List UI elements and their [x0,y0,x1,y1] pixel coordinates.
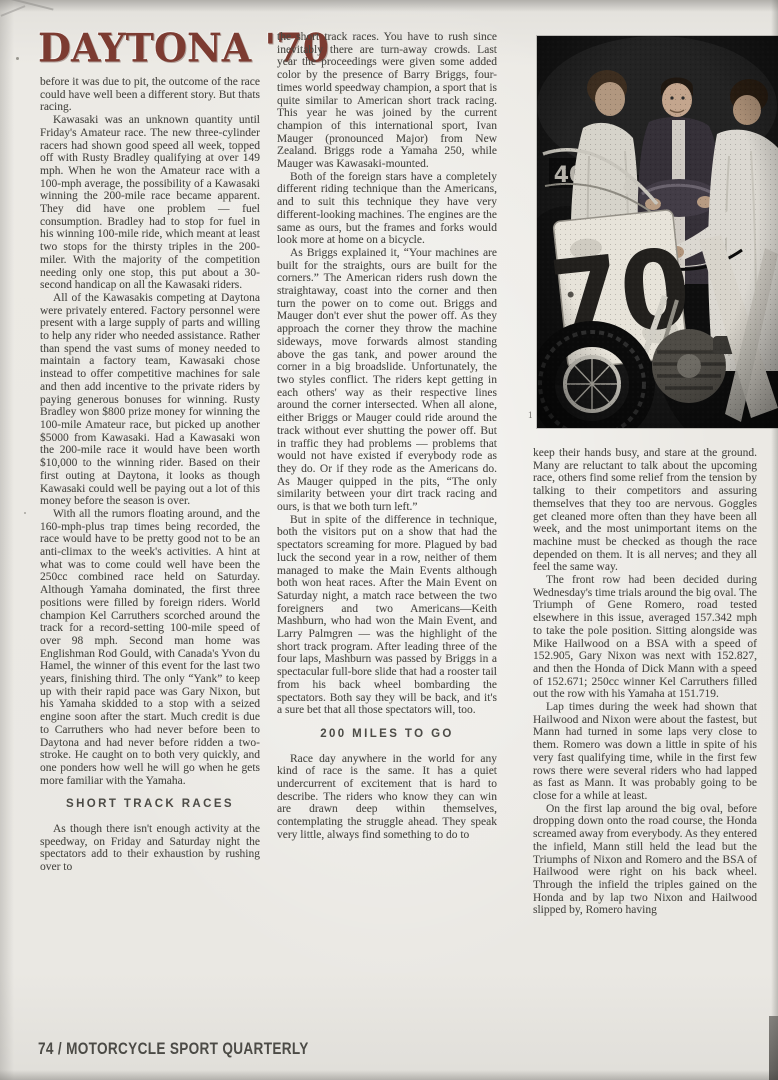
scan-edge-corner [769,1016,778,1080]
text-column-3 [533,447,757,1059]
paragraph: Kawasaki was an unknown quantity until Friday's Amateur race. The new three-cylinder racers had shown good speed all week, topped off with Rusty Bradley qualifying at over 149 mph. When he won the Amateur race with a 100-mph average, the possibility of a Kawasaki winning the 200-mile race became apparent. They did have one problem — fuel consumption. Bradley had to stop for fuel in his winning 100-mile ride, which meant at least two stops for the thirsty triples in the 200-miler. With the majority of the competition needing only one stop, this put about a 30-second handicap on all the Kawasaki riders. [40,114,260,292]
subhead-short-track-races: SHORT TRACK RACES [66,798,234,811]
page-footer: 74 / MOTORCYCLE SPORT QUARTERLY [38,1039,309,1058]
scan-speck [24,512,26,514]
scan-edge-left [0,0,14,1080]
text-column-2 [277,31,497,1053]
subhead-200-miles-to-go: 200 MILES TO GO [320,727,454,740]
text-column-1 [40,76,260,1036]
paragraph: keep their hands busy, and stare at the ground. Many are reluctant to talk about the upcoming race, others find some relief from the tension by talking to their competitors and assuring themselves that they too are nervous. Goggles get cleaned more often than they have been all week, and the most unimportant items on the machine must be checked as though the race depended on them. It is all nerves; and they all feel the same way. [533,447,757,574]
paragraph: Both of the foreign stars have a completely different riding technique than the Americans, and to suit this technique they have very different-looking machines. The engines are the same as ours, but the frames and forks would look more at home on a bicycle. [277,170,497,247]
paragraph: the short track races. You have to rush since inevitably there are turn-away crowds. Last year the proceedings were given some added color by the presence of Barry Briggs, four-times world speedway champion, a sport that is quite similar to American short track racing. This year he was joined by the current champion of this international sport, Ivan Mauger (pronounced Major) from New Zealand. Briggs rode a Yamaha 250, while Mauger was Kawasaki-mounted. [277,31,497,171]
paragraph: The front row had been decided during Wednesday's time trials around the big oval. The Triumph of Gene Romero, road tested elsewhere in this issue, averaged 157.342 mph to take the pole position. Sitting alongside was Mike Hailwood on a BSA with a speed of 152.905, Gary Nixon was next with 152.827, and then the Honda of Dick Mann with a speed of 152.671; 250cc winner Kel Carruthers filled out the row with his Yamaha at 151.719. [533,574,757,701]
paragraph: With all the rumors floating around, and the 160-mph-plus trap times being recorded, the race would have to be pretty good not to be an anti-climax to the week's activities. A hint at what was to come could well have been the 250cc combined race held on Saturday. Although Yamaha dominated, the first three positions were filled by foreign riders. World champion Kel Carruthers scorched around the track for a record-setting 100-mile speed of over 98 mph. Second man home was Englishman Rod Gould, with Canada's Yvon du Hamel, the winner of this event for the last two years, finishing third. The only “Yank” to keep up with their rapid pace was Gary Nixon, but his Yamaha skidded to a stop with a seized engine soon after the start. Much credit is due to Carruthers who had never before been to Daytona and had never before ridden a two-stroke. He caught on to both very quickly, and one ponders how well he will go when he gets more familiar with the Yamaha. [40,507,260,787]
paragraph: Race day anywhere in the world for any kind of race is the same. It has a quiet undercurrent of excitement that is hard to describe. The riders who know they can win are drawn deep within themselves, contemplating the struggle ahead. They speak very little, always find something to do to [277,752,497,841]
paragraph: On the first lap around the big oval, before dropping down onto the road course, the Honda screamed away from everybody. As they entered the infield, Mann still held the lead but the Triumphs of Nixon and Romero and the BSA of Hailwood were right on his back wheel. Through the infield the triples gained on the Honda and by lap two Nixon and Hailwood slipped by, Romero having [533,802,757,917]
paragraph: But in spite of the difference in technique, both the visitors put on a show that had the spectators screaming for more. Plagued by bad luck the second year in a row, neither of them managed to make the Main Events although both won heat races. After the Main Event on Saturday night, a match race between the two foreigners and two Americans—Keith Mashburn, who had won the Main Event, and Larry Palmgren — was the highlight of the short track program. After leading three of the four laps, Mashburn was passed by Briggs in a spectacular full-bore slide that had a rooster tail from his back wheel bombarding the spectators. Both say they will be back, and it's a sure bet that all those spectators will, too. [277,513,497,717]
race-photo [537,36,778,428]
page-title: DAYTONA '70 [38,23,330,71]
scan-edge-bottom [0,1070,778,1080]
paragraph: As though there isn't enough activity at the speedway, on Friday and Saturday night the spectators add to their exhaustion by rushing over to [40,823,260,874]
scan-edge-top [0,0,778,12]
paragraph: As Briggs explained it, “Your machines are built for the straights, ours are built for the corners.” The American riders rush down the straightaway, coast into the corner and then turn the power on to come out. Briggs and Mauger don't ever shut the power off. As they approach the corner they throw the machine sideways, move forwards almost standing above the gas tank, and power around the corner in a big broadslide. Unfortunately, the two styles conflict. The riders kept getting in each others' way as their respective lines around the corner intersected. When all alone, either Briggs or Mauger could ride around the track without ever shutting the power off. But in traffic they had problems — problems that would not have existed if everybody rode as they do. Or if they rode as the Americans do. As Mauger quipped in the pits, “The only similarity between your dirt track racing and ours, is that we both turn left.” [277,246,497,514]
scan-speck [16,57,19,60]
paragraph: before it was due to pit, the outcome of the race could have well been a different story. But thats racing. [40,76,260,114]
photo-reference-mark: 1 [528,410,533,420]
paragraph: Lap times during the week had shown that Hailwood and Nixon were about the fastest, but Mann had turned in some laps very close to them. Romero was down a little in spite of his very fast qualifying time, while in the first few rows there were several riders who had lapped as fast as Mann. It was probably going to be close for a while at least. [533,701,757,802]
paragraph: All of the Kawasakis competing at Daytona were privately entered. Factory personnel were present with a large supply of parts and willing to help any rider who needed assistance. Rather than spend the vast sums of money needed to maintain a factory team, Kawasaki chose instead to offer competitive machines for sale and then add incentive to the private riders by paying generous bonuses for winning. Rusty Bradley won $800 prize money for winning the 100-mile Amateur race, but picked up another $5000 from Kawasaki. Had a Kawasaki won the 200-mile race it would have been worth $10,000 to the winning rider. Based on their first outing at Daytona, it looks as though Kawasaki could well be paying out a lot of this money before the season is over. [40,291,260,508]
